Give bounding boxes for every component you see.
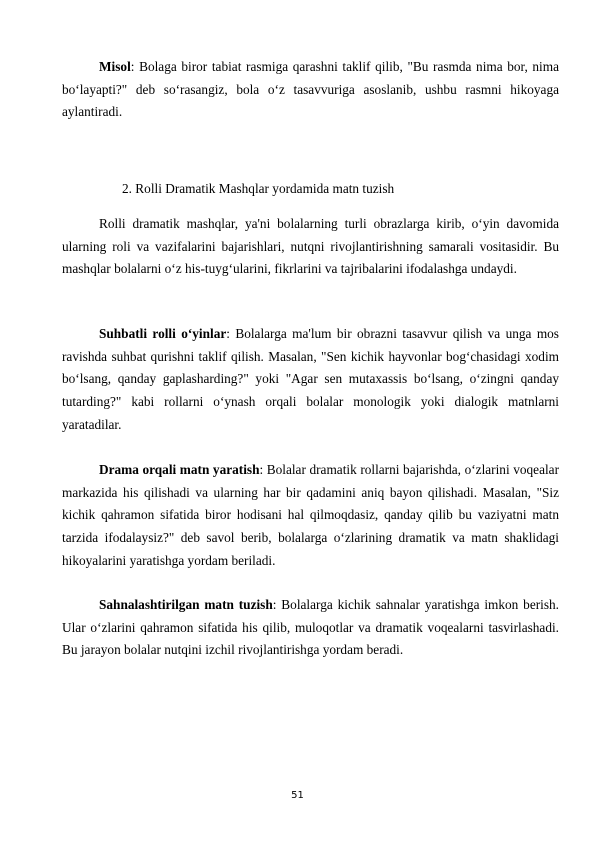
page-number: 51 [291, 790, 304, 801]
drama-text-text: : Bolalar dramatik rollarni bajarishda, o‘zlarini voqealar markazida his qilishadi va ularning har bir qadamini aniq bayon qilishadi. Masalan, "Siz kichik qahramon sifatida biror hodisani hal qilmoqdasiz, qanday qilib bu vaziyatni matn tarzida ifodalaysiz?" deb savol berib, bolalarga o‘zlarining dramatik va matn shaklidagi hikoyalarini yaratishga yordam beriladi. [62, 462, 559, 568]
example-text: : Bolaga biror tabiat rasmiga qarashni taklif qilib, "Bu rasmda nima bor, nima bo‘layapti?" deb so‘rasangiz, bola o‘z tasavvuriga asoslanib, ushbu rasmni hikoyaga aylantiradi. [62, 59, 559, 120]
staged-text-paragraph [62, 594, 559, 662]
section-heading: 2. Rolli Dramatik Mashqlar yordamida matn tuzish [122, 181, 395, 196]
drama-text-paragraph [62, 459, 559, 573]
intro-paragraph: Rolli dramatik mashqlar, ya'ni bolalarning turli obrazlarga kirib, o‘yin davomida ularning roli va vazifalarini bajarishlari, nutqni rivojlantirishning samarali vositasidir. Bu mashqlar bolalarni o‘z his-tuyg‘ularini, fikrlarini va tajribalarini ifodalashga undaydi. [62, 216, 559, 277]
example-lead: Misol [99, 59, 131, 74]
staged-text-lead: Sahnalashtirilgan matn tuzish [99, 597, 273, 612]
dialogue-roleplay-lead: Suhbatli rolli o‘yinlar [99, 326, 227, 341]
drama-text-lead: Drama orqali matn yaratish [99, 462, 260, 477]
staged-text-text: : Bolalarga kichik sahnalar yaratishga imkon berish. Ular o‘zlarini qahramon sifatida his qilib, muloqotlar va dramatik voqealarni tasvirlashadi. Bu jarayon bolalar nutqini izchil rivojlantirishga yordam beradi. [62, 597, 559, 658]
dialogue-roleplay-text: : Bolalarga ma'lum bir obrazni tasavvur qilish va unga mos ravishda suhbat qurishni taklif qilish. Masalan, "Sen kichik hayvonlar bog‘chasidagi xodim bo‘lsang, qanday gaplasharding?" yoki "Agar sen mutaxassis bo‘lsang, o‘zingni qanday tutarding?" kabi rollarni o‘ynash orqali bolalar monologik yoki dialogik matnlarni yaratadilar. [62, 326, 559, 432]
dialogue-roleplay-paragraph [62, 323, 559, 437]
example-paragraph [62, 56, 559, 124]
